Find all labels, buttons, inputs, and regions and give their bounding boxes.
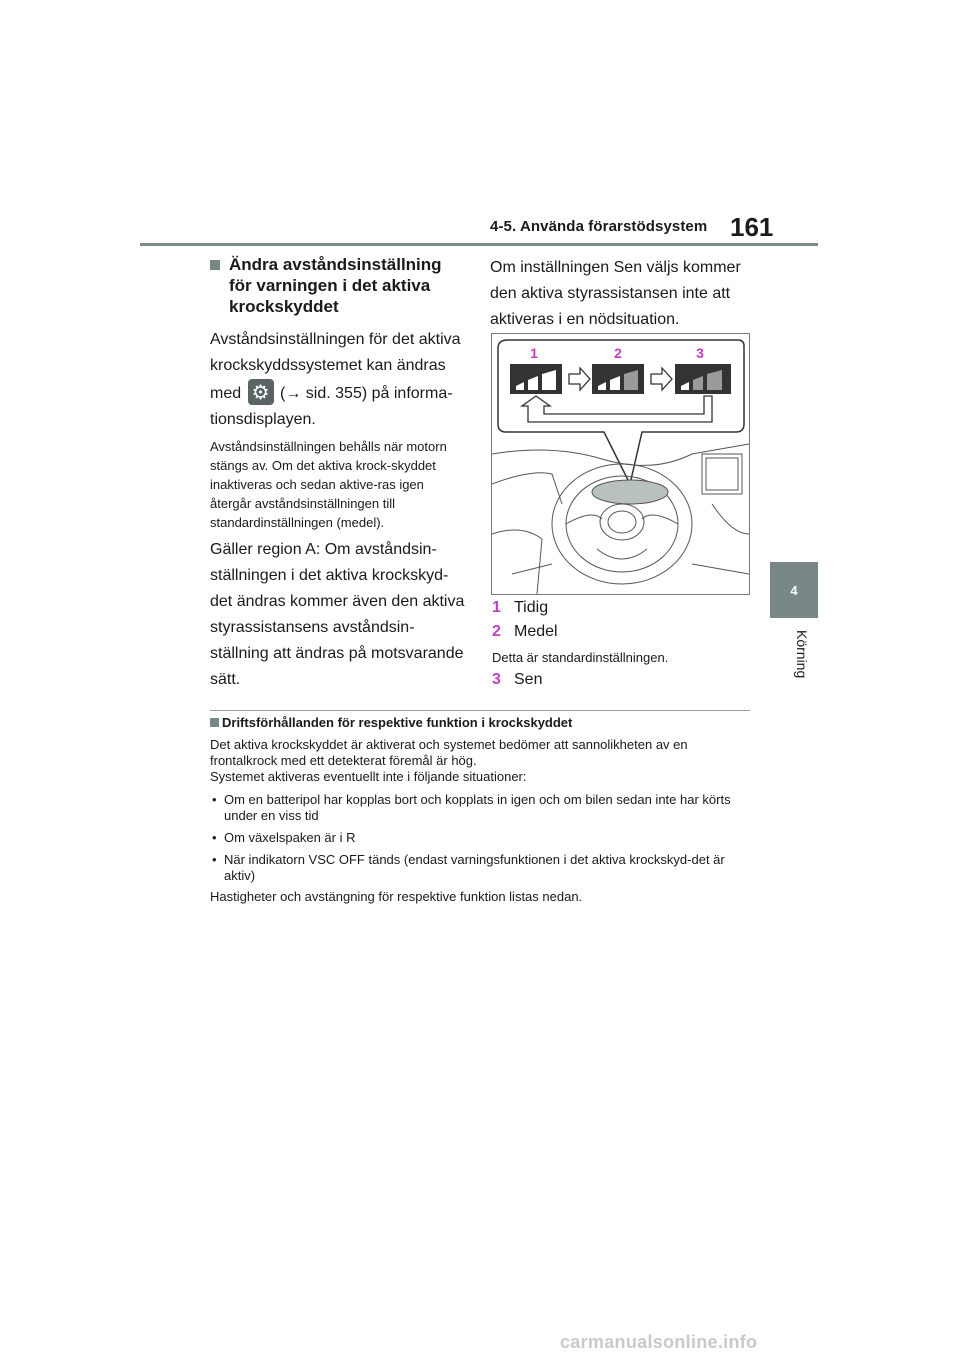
- bullet-text: • När indikatorn VSC OFF tänds (endast varningsfunktionen i det aktiva krockskyd-det är aktiv): [210, 852, 755, 884]
- legend-label: Tidig: [514, 599, 549, 616]
- speeds-paragraph: Hastigheter och avstängning för respektive funktion listas nedan.: [210, 889, 583, 904]
- legend-number: 3: [492, 671, 501, 688]
- distance-panel-2: [592, 364, 644, 394]
- distance-panel-3: [675, 364, 731, 394]
- figure-label-3: 3: [696, 345, 704, 361]
- legend-item-medium: [492, 620, 558, 644]
- paragraph-line: Systemet aktiveras eventuellt inte i följande situationer:: [210, 769, 527, 784]
- page-number: 161: [730, 212, 774, 242]
- paragraph-late-setting: Om inställningen Sen väljs kommer den aktiva styrassistansen inte att aktiveras i en nödsituation.: [490, 259, 741, 328]
- chapter-label: Körning: [794, 630, 810, 679]
- paragraph-region-a: Gäller region A: Om avståndsin-ställningen i det aktiva krockskyd-det ändras kommer även den aktiva styrassistansens avståndsin-ställning att ändras på motsvarande sätt.: [210, 541, 465, 688]
- bullet-item: [210, 792, 755, 824]
- section-heading: [210, 254, 460, 317]
- bullet-text: • Om växelspaken är i R: [210, 830, 755, 846]
- paragraph-line: Det aktiva krockskyddet är aktiverat och systemet bedömer att sannolikheten av en frontalkrock med ett detekterat föremål är hög.: [210, 737, 688, 768]
- gear-icon: [248, 379, 274, 405]
- bullet-text: • Om en batteripol har kopplas bort och kopplats in igen och om bilen sedan inte har körts under en viss tid: [210, 792, 755, 824]
- legend-label: Medel: [514, 623, 558, 640]
- paragraph-text-b: (→ sid. 355) på informa-tionsdisplayen.: [210, 385, 453, 428]
- figure-label-2: 2: [614, 345, 622, 361]
- operating-conditions-heading: [210, 715, 572, 730]
- section-heading-text: Ändra avståndsinställning för varningen i det aktiva krockskyddet: [229, 255, 442, 316]
- section-divider: [210, 710, 750, 711]
- legend-item-early: [492, 596, 548, 620]
- header-rule: [140, 243, 818, 246]
- bullet-item: [210, 852, 755, 884]
- legend-note: Detta är standardinställningen.: [492, 650, 669, 665]
- bullet-item: [210, 830, 755, 846]
- paragraph-setting-kept: Avståndsinställningen behålls när motorn stängs av. Om det aktiva krock-skyddet inaktiveras och sedan aktive-ras igen återgår avståndsinställningen till standardinställningen (medel).: [210, 439, 447, 530]
- dashboard-illustration: [491, 333, 750, 595]
- illustration-svg: [492, 334, 749, 594]
- figure-label-1: 1: [530, 345, 538, 361]
- square-bullet-icon: [210, 260, 220, 270]
- square-bullet-icon: [210, 718, 219, 727]
- section-title: 4-5. Använda förarstödsystem: [490, 218, 708, 235]
- distance-panel-1: [510, 364, 562, 394]
- legend-number: 2: [492, 623, 501, 640]
- operating-conditions-heading-text: Driftsförhållanden för respektive funktion i krockskyddet: [222, 715, 573, 730]
- paragraph-text-a: Avståndsinställningen för det aktiva krockskyddssystemet kan ändras med: [210, 331, 461, 402]
- legend-number: 1: [492, 599, 501, 616]
- paragraph-change-setting: [210, 327, 468, 433]
- legend-item-late: [492, 668, 542, 692]
- chapter-tab: 4: [770, 562, 818, 618]
- legend-label: Sen: [514, 671, 543, 688]
- watermark: carmanualsonline.info: [560, 1332, 758, 1352]
- operating-conditions-paragraph: [210, 737, 755, 785]
